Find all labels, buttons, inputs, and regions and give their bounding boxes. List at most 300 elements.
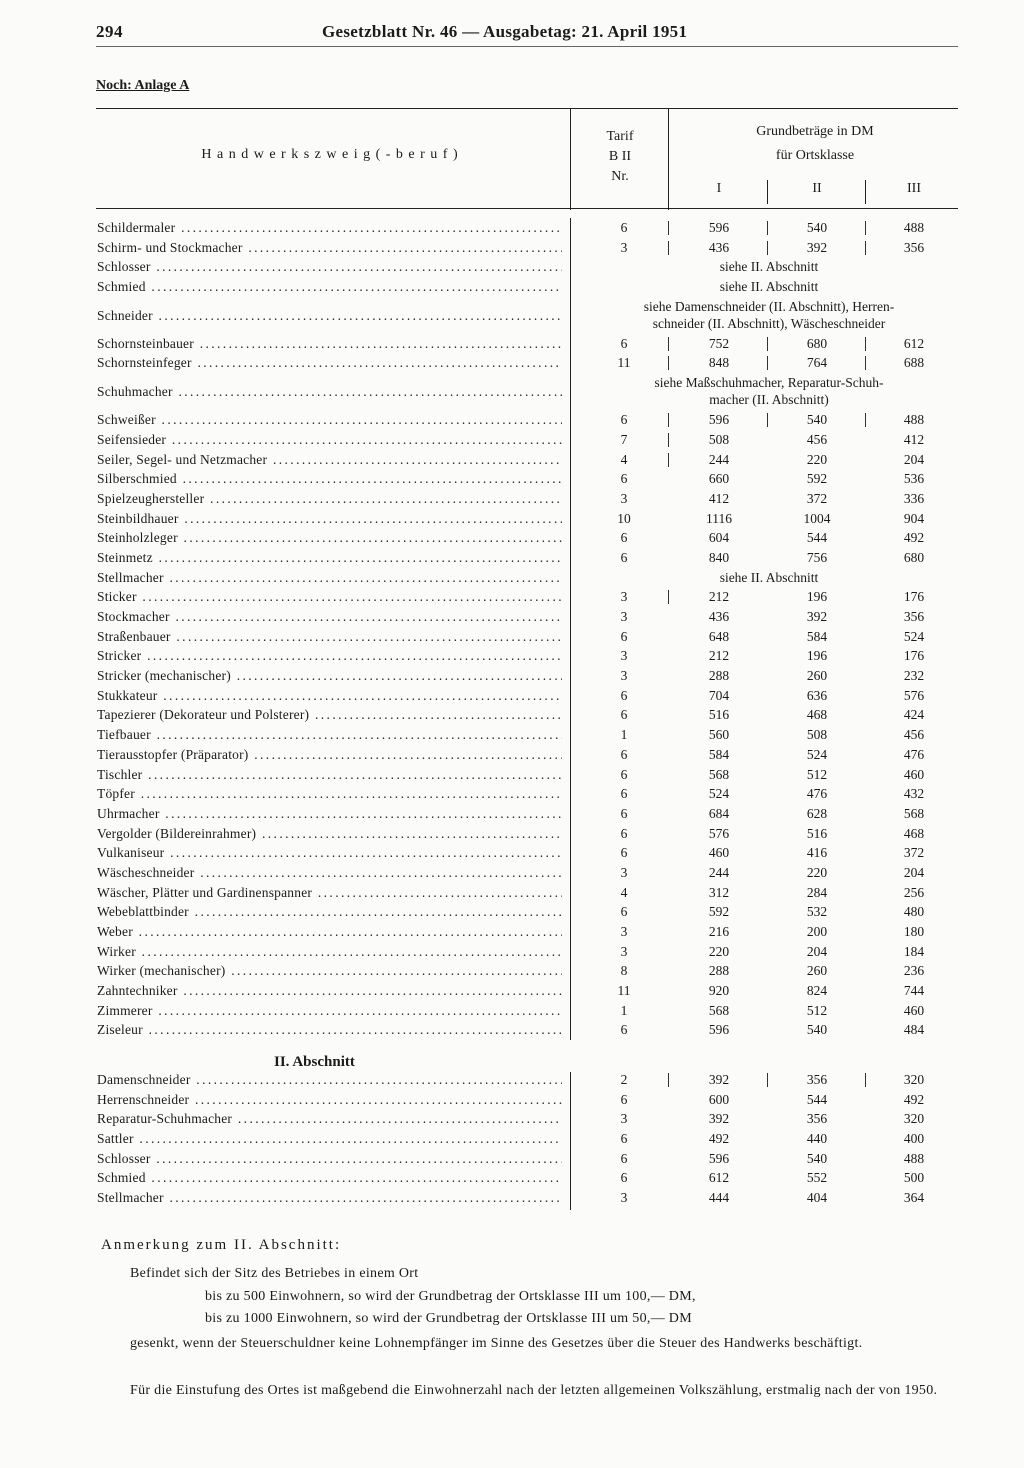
trade-name: Wäscher, Plätter und Gardinenspanner ..... [97, 883, 562, 903]
table-row [0, 469, 1024, 489]
header-rule [96, 46, 958, 47]
trade-name: Stricker (mechanischer) ..... [97, 666, 562, 686]
class-3-value: 320 [903, 1072, 925, 1087]
trade-name: Vergolder (Bildereinrahmer) ..... [97, 824, 562, 844]
table-top-rule [96, 108, 958, 109]
header-amounts-1: Grundbeträge in DM [756, 124, 874, 139]
class-1-value: 596 [708, 412, 730, 428]
trade-name: Schornsteinfeger ..... [97, 353, 562, 373]
note-paragraph-1: gesenkt, wenn der Steuerschuldner keine Lohnempfänger im Sinne des Gesetzes über die Steuer des Handwerks beschäftigt. [130, 1336, 863, 1351]
class-1-value: 392 [708, 1072, 730, 1087]
cross-reference-line-2: schneider (II. Abschnitt), Wäscheschneider [652, 315, 886, 331]
trade-name: Straßenbauer ..... [97, 627, 562, 647]
table-row [0, 1020, 1024, 1040]
table-row [0, 961, 1024, 981]
table-row [0, 745, 1024, 765]
tarif-value: 6 [620, 904, 628, 920]
note-line-3: bis zu 1000 Einwohnern, so wird der Grundbetrag der Ortsklasse III um 50,— DM [205, 1311, 692, 1326]
tick [865, 241, 866, 255]
tarif-value: 6 [620, 766, 628, 782]
tarif-value: 6 [620, 1170, 628, 1186]
class-3-value: 356 [903, 609, 925, 624]
class-3-value: 492 [903, 530, 925, 546]
tarif-value: 4 [620, 884, 628, 900]
trade-name: Schneider ..... [97, 297, 562, 334]
class-2-value: 628 [806, 805, 828, 821]
table-row [0, 646, 1024, 666]
class-2-value: 260 [806, 668, 828, 684]
trade-name: Ziseleur ..... [97, 1020, 562, 1040]
header-trade: H a n d w e r k s z w e i g ( - b e r u f ) [201, 147, 459, 162]
class-1-value: 604 [708, 530, 730, 546]
page-number: 294 [96, 22, 123, 41]
tick [668, 221, 669, 235]
trade-name: Stukkateur ..... [97, 686, 562, 706]
trade-name: Tischler ..... [97, 765, 562, 785]
class-3-value: 372 [903, 845, 925, 861]
class-3-value: 232 [903, 668, 925, 684]
class-2-value: 416 [806, 845, 828, 861]
column-divider-tarif [668, 108, 669, 210]
table-row [0, 883, 1024, 903]
class-1-value: 596 [708, 1022, 730, 1038]
tick [865, 413, 866, 427]
header-class-2: II [812, 181, 822, 196]
class-3-value: 612 [903, 335, 925, 351]
trade-name: Stricker ..... [97, 646, 562, 666]
class-3-value: 524 [903, 628, 925, 644]
tarif-value: 6 [620, 1091, 628, 1107]
note-title: Anmerkung zum II. Abschnitt: [101, 1237, 342, 1253]
class-1-value: 576 [708, 825, 730, 841]
class-3-value: 400 [903, 1131, 925, 1147]
cross-reference-line-2: macher (II. Abschnitt) [709, 392, 829, 408]
tarif-value: 6 [620, 1150, 628, 1166]
tarif-value: 3 [620, 609, 628, 624]
table-row [0, 981, 1024, 1001]
tick [767, 337, 768, 351]
tarif-value: 6 [620, 786, 628, 802]
table-row [0, 489, 1024, 509]
table-row [0, 942, 1024, 962]
tarif-value: 1 [620, 727, 628, 743]
class-3-value: 236 [903, 963, 925, 979]
class-1-value: 560 [708, 727, 730, 743]
class-3-value: 468 [903, 825, 925, 841]
tarif-value: 3 [620, 924, 628, 939]
trade-name: Vulkaniseur ..... [97, 843, 562, 863]
trade-name: Herrenschneider ..... [97, 1090, 562, 1110]
class-2-value: 508 [806, 727, 828, 743]
class-1-value: 568 [708, 766, 730, 782]
class-3-value: 480 [903, 904, 925, 920]
table-row [0, 277, 1024, 297]
class-3-value: 456 [903, 727, 925, 743]
class-1-value: 840 [708, 549, 730, 565]
tarif-value: 1 [620, 1002, 628, 1018]
tick [767, 221, 768, 235]
table-row [0, 1168, 1024, 1188]
table-row [0, 297, 1024, 334]
cross-reference: siehe II. Abschnitt [719, 259, 819, 275]
class-3-value: 180 [903, 924, 925, 939]
class-1-value: 516 [708, 707, 730, 723]
trade-name: Wäscheschneider ..... [97, 863, 562, 883]
table-row [0, 843, 1024, 863]
tick [767, 1073, 768, 1087]
class-1-value: 492 [708, 1131, 730, 1147]
class-2-value: 196 [806, 589, 828, 605]
class-1-value: 596 [708, 220, 730, 235]
tarif-value: 3 [620, 648, 628, 664]
header-class-1: I [716, 181, 722, 196]
class-2-value: 592 [806, 471, 828, 487]
tarif-value: 3 [620, 943, 628, 959]
table-row [0, 1109, 1024, 1129]
tarif-value: 4 [620, 451, 628, 467]
table-row [0, 430, 1024, 450]
tick [668, 433, 669, 447]
table-row [0, 666, 1024, 686]
tarif-value: 11 [617, 355, 631, 371]
trade-name: Töpfer ..... [97, 784, 562, 804]
class-1-value: 412 [708, 490, 730, 506]
table-row [0, 765, 1024, 785]
tarif-value: 6 [620, 805, 628, 821]
class-2-value: 512 [806, 1002, 828, 1018]
class-3-value: 176 [903, 648, 925, 664]
class-2-value: 540 [806, 412, 828, 428]
cross-reference-line-1: siehe Damenschneider (II. Abschnitt), Herren- [643, 298, 895, 314]
table-row [0, 410, 1024, 430]
class-1-value: 568 [708, 1002, 730, 1018]
class-3-value: 484 [903, 1022, 925, 1038]
tarif-value: 3 [620, 1111, 628, 1127]
class-1-value: 244 [708, 451, 730, 467]
table-row [0, 686, 1024, 706]
class-3-value: 320 [903, 1111, 925, 1127]
header-tarif-3: Nr. [611, 169, 629, 184]
tarif-value: 6 [620, 825, 628, 841]
cross-reference: siehe II. Abschnitt [719, 569, 819, 585]
class-2-value: 552 [806, 1170, 828, 1186]
class-2-value: 1004 [803, 510, 831, 526]
trade-name: Tapezierer (Dekorateur und Polsterer) ..... [97, 705, 562, 725]
class-3-value: 488 [903, 220, 925, 235]
class-3-value: 744 [903, 983, 925, 999]
tick [668, 590, 669, 604]
class-3-value: 904 [903, 510, 925, 526]
class-1-value: 212 [708, 589, 730, 605]
class-2-value: 196 [806, 648, 828, 664]
note-line-1: Befindet sich der Sitz des Betriebes in einem Ort [130, 1266, 419, 1281]
tick [668, 337, 669, 351]
class-2-value: 584 [806, 628, 828, 644]
tarif-value: 6 [620, 530, 628, 546]
trade-name: Tiefbauer ..... [97, 725, 562, 745]
trade-name: Schlosser ..... [97, 1149, 562, 1169]
class-2-value: 544 [806, 1091, 828, 1107]
table-row [0, 627, 1024, 647]
tarif-value: 11 [617, 983, 631, 999]
class-3-value: 476 [903, 746, 925, 762]
class-1-value: 244 [708, 864, 730, 880]
class-2-value: 824 [806, 983, 828, 999]
class-1-value: 220 [708, 943, 730, 959]
trade-name: Reparatur-Schuhmacher ..... [97, 1109, 562, 1129]
class-divider-2 [865, 180, 866, 204]
class-2-value: 524 [806, 746, 828, 762]
class-2-value: 440 [806, 1131, 828, 1147]
section2-table-body [0, 1070, 1024, 1208]
tarif-value: 6 [620, 549, 628, 565]
tick [767, 241, 768, 255]
tick [668, 241, 669, 255]
class-2-value: 532 [806, 904, 828, 920]
tick [865, 356, 866, 370]
trade-name: Damenschneider ..... [97, 1070, 562, 1090]
class-2-value: 756 [806, 549, 828, 565]
header-tarif-1: Tarif [606, 129, 634, 144]
class-1-value: 216 [708, 924, 730, 939]
tarif-value: 6 [620, 220, 628, 235]
class-1-value: 524 [708, 786, 730, 802]
class-2-value: 468 [806, 707, 828, 723]
class-2-value: 260 [806, 963, 828, 979]
trade-name: Seifensieder ..... [97, 430, 562, 450]
trade-name: Wirker (mechanischer) ..... [97, 961, 562, 981]
class-2-value: 680 [806, 335, 828, 351]
cross-reference [578, 298, 960, 332]
class-2-value: 404 [806, 1190, 828, 1206]
class-1-value: 212 [708, 648, 730, 664]
class-3-value: 364 [903, 1190, 925, 1206]
tarif-value: 8 [620, 963, 628, 979]
tarif-value: 6 [620, 412, 628, 428]
table-row [0, 863, 1024, 883]
class-2-value: 392 [806, 239, 828, 255]
class-3-value: 204 [903, 864, 925, 880]
table-row [0, 334, 1024, 354]
class-1-value: 312 [708, 884, 730, 900]
trade-name: Steinbildhauer ..... [97, 509, 562, 529]
trade-name: Zimmerer ..... [97, 1001, 562, 1021]
class-1-value: 392 [708, 1111, 730, 1127]
trade-name: Sticker ..... [97, 587, 562, 607]
table-row [0, 1090, 1024, 1110]
class-2-value: 220 [806, 864, 828, 880]
table-row [0, 1188, 1024, 1208]
class-3-value: 488 [903, 1150, 925, 1166]
tick [668, 1073, 669, 1087]
class-3-value: 680 [903, 549, 925, 565]
class-2-value: 476 [806, 786, 828, 802]
tarif-value: 3 [620, 239, 628, 255]
class-3-value: 488 [903, 412, 925, 428]
tick [668, 413, 669, 427]
tick [865, 1073, 866, 1087]
class-1-value: 648 [708, 628, 730, 644]
class-1-value: 288 [708, 963, 730, 979]
class-1-value: 752 [708, 335, 730, 351]
class-1-value: 600 [708, 1091, 730, 1107]
class-1-value: 444 [708, 1190, 730, 1206]
class-1-value: 660 [708, 471, 730, 487]
tarif-value: 6 [620, 707, 628, 723]
trade-name: Zahntechniker ..... [97, 981, 562, 1001]
class-3-value: 256 [903, 884, 925, 900]
cross-reference [578, 374, 960, 408]
tick [865, 221, 866, 235]
class-1-value: 584 [708, 746, 730, 762]
class-3-value: 688 [903, 355, 925, 371]
class-2-value: 204 [806, 943, 828, 959]
trade-name: Webeblattbinder ..... [97, 902, 562, 922]
table-row [0, 587, 1024, 607]
class-3-value: 412 [903, 431, 925, 447]
tarif-value: 3 [620, 864, 628, 880]
table-row [0, 824, 1024, 844]
table-row [0, 902, 1024, 922]
class-3-value: 176 [903, 589, 925, 605]
table-header-bottom-rule [96, 208, 958, 209]
table-row [0, 373, 1024, 410]
trade-name: Uhrmacher ..... [97, 804, 562, 824]
table-row [0, 922, 1024, 942]
tarif-value: 6 [620, 1131, 628, 1147]
class-2-value: 356 [806, 1072, 828, 1087]
tarif-value: 3 [620, 1190, 628, 1206]
class-1-value: 704 [708, 687, 730, 703]
table-row [0, 568, 1024, 588]
table-row [0, 1129, 1024, 1149]
tarif-value: 6 [620, 845, 628, 861]
trade-name: Wirker ..... [97, 942, 562, 962]
table-row [0, 1070, 1024, 1090]
table-row [0, 257, 1024, 277]
class-2-value: 636 [806, 687, 828, 703]
trade-name: Schuhmacher ..... [97, 373, 562, 410]
trade-name: Schlosser ..... [97, 257, 562, 277]
trade-name: Schmied ..... [97, 1168, 562, 1188]
tick [865, 337, 866, 351]
table-row [0, 450, 1024, 470]
class-2-value: 540 [806, 1150, 828, 1166]
header-tarif-2: B II [608, 149, 632, 164]
table-row [0, 353, 1024, 373]
class-1-value: 684 [708, 805, 730, 821]
tick [668, 356, 669, 370]
class-2-value: 392 [806, 609, 828, 624]
class-1-value: 612 [708, 1170, 730, 1186]
tick [767, 356, 768, 370]
table-row [0, 705, 1024, 725]
column-divider-trade [570, 108, 571, 210]
trade-name: Stockmacher ..... [97, 607, 562, 627]
table-row [0, 528, 1024, 548]
table-row [0, 1001, 1024, 1021]
class-3-value: 460 [903, 1002, 925, 1018]
cross-reference-line-1: siehe Maßschuhmacher, Reparatur-Schuh- [654, 375, 884, 391]
class-2-value: 544 [806, 530, 828, 546]
class-1-value: 1116 [706, 510, 732, 526]
table-row [0, 1149, 1024, 1169]
table-row [0, 804, 1024, 824]
tarif-value: 7 [620, 431, 628, 447]
tarif-value: 3 [620, 668, 628, 684]
tarif-value: 10 [617, 510, 631, 526]
tarif-value: 6 [620, 746, 628, 762]
class-2-value: 512 [806, 766, 828, 782]
trade-name: Schmied ..... [97, 277, 562, 297]
class-2-value: 516 [806, 825, 828, 841]
tarif-value: 3 [620, 589, 628, 605]
tarif-value: 6 [620, 1022, 628, 1038]
trade-name: Seiler, Segel- und Netzmacher ..... [97, 450, 562, 470]
trade-name: Silberschmied ..... [97, 469, 562, 489]
class-2-value: 220 [806, 451, 828, 467]
tarif-value: 3 [620, 490, 628, 506]
trade-name: Spielzeughersteller ..... [97, 489, 562, 509]
table-row [0, 238, 1024, 258]
class-divider-1 [767, 180, 768, 204]
class-3-value: 356 [903, 239, 925, 255]
trade-name: Sattler ..... [97, 1129, 562, 1149]
continuation-label: Noch: Anlage A [96, 78, 190, 93]
class-1-value: 596 [708, 1150, 730, 1166]
class-2-value: 284 [806, 884, 828, 900]
class-1-value: 436 [708, 239, 730, 255]
tarif-value: 6 [620, 335, 628, 351]
class-2-value: 200 [806, 924, 828, 939]
trade-name: Schirm- und Stockmacher ..... [97, 238, 562, 258]
header-amounts-2: für Ortsklasse [775, 148, 855, 163]
class-2-value: 456 [806, 431, 828, 447]
table-row [0, 548, 1024, 568]
tarif-value: 6 [620, 628, 628, 644]
class-1-value: 508 [708, 431, 730, 447]
trade-name: Schildermaler ..... [97, 218, 562, 238]
tarif-value: 2 [620, 1072, 628, 1087]
trade-name: Schweißer ..... [97, 410, 562, 430]
class-3-value: 336 [903, 490, 925, 506]
note-line-2: bis zu 500 Einwohnern, so wird der Grundbetrag der Ortsklasse III um 100,— DM, [205, 1289, 696, 1304]
trade-name: Steinholzleger ..... [97, 528, 562, 548]
section-title: II. Abschnitt [274, 1054, 355, 1070]
class-3-value: 492 [903, 1091, 925, 1107]
class-3-value: 432 [903, 786, 925, 802]
class-3-value: 500 [903, 1170, 925, 1186]
class-1-value: 460 [708, 845, 730, 861]
table-row [0, 784, 1024, 804]
table-row [0, 607, 1024, 627]
class-2-value: 372 [806, 490, 828, 506]
tarif-value: 6 [620, 471, 628, 487]
trade-name: Steinmetz ..... [97, 548, 562, 568]
class-2-value: 764 [806, 355, 828, 371]
class-3-value: 204 [903, 451, 925, 467]
header-class-3: III [907, 181, 921, 196]
table-body [0, 218, 1024, 1040]
class-1-value: 848 [708, 355, 730, 371]
class-1-value: 436 [708, 609, 730, 624]
trade-name: Stellmacher ..... [97, 568, 562, 588]
table-row [0, 509, 1024, 529]
class-2-value: 356 [806, 1111, 828, 1127]
trade-name: Tierausstopfer (Präparator) ..... [97, 745, 562, 765]
tarif-value: 6 [620, 687, 628, 703]
class-2-value: 540 [806, 1022, 828, 1038]
